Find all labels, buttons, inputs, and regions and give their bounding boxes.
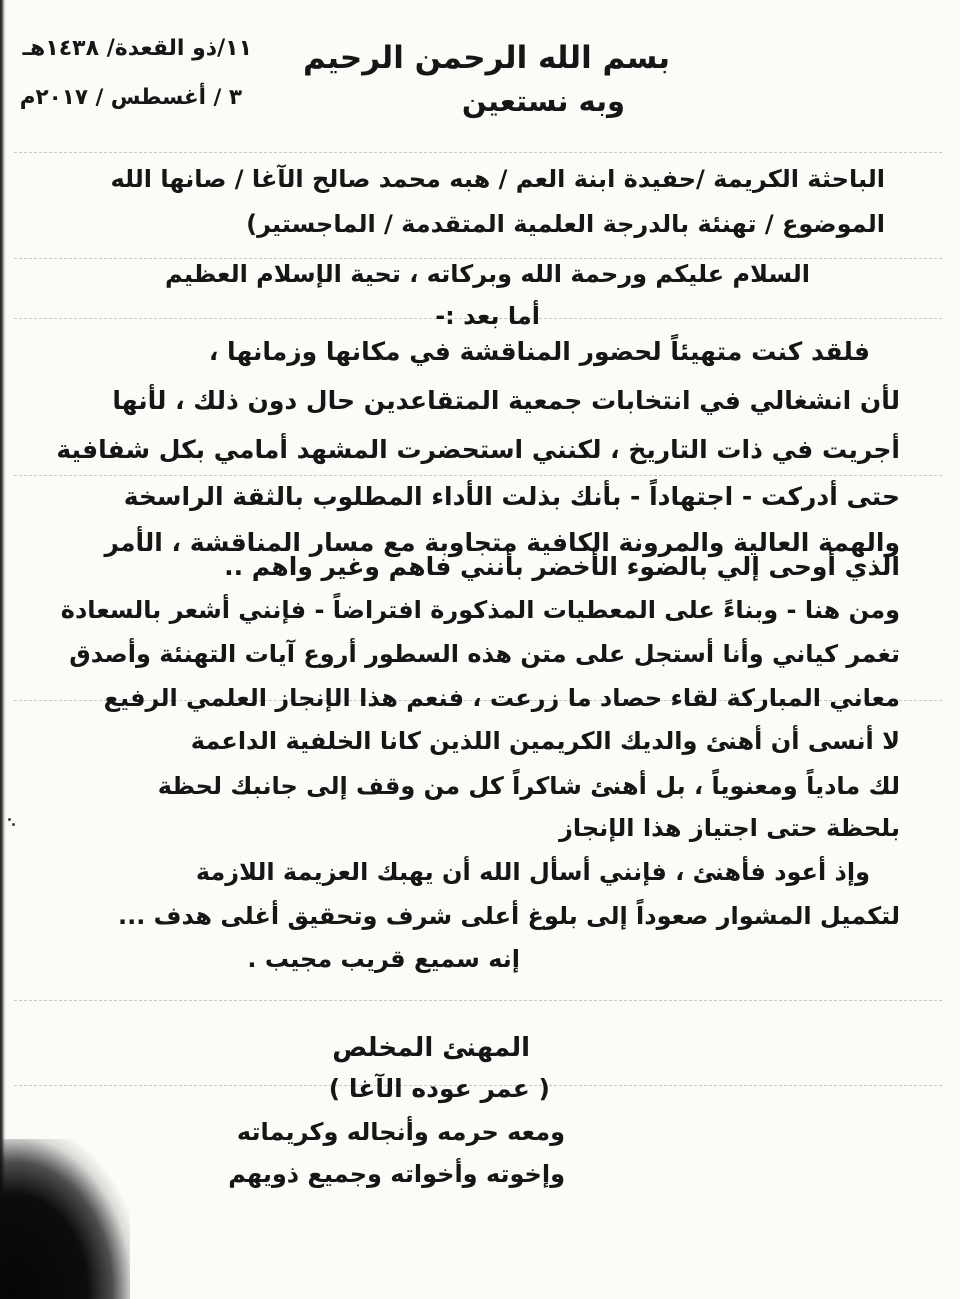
body-line: الذي أوحى إلي بالضوء الأخضر بأنني فاهم وغير واهم ..	[224, 552, 900, 581]
subject-line: الموضوع / تهنئة بالدرجة العلمية المتقدمة / الماجستير)	[246, 210, 885, 238]
signature-family: ومعه حرمه وأنجاله وكريماته	[236, 1118, 565, 1146]
body-line: تغمر كياني وأنا أستجل على متن هذه السطور أروع آيات التهنئة وأصدق	[69, 640, 900, 668]
body-line: فلقد كنت متهيئاً لحضور المناقشة في مكانها وزمانها ،	[208, 337, 870, 366]
ruled-line	[14, 1000, 942, 1001]
scan-smudge	[0, 1139, 130, 1299]
basmala-2: وبه نستعين	[461, 84, 625, 118]
body-line: حتى أدركت - اجتهاداً - بأنك بذلت الأداء المطلوب بالثقة الراسخة	[123, 482, 900, 511]
recipient-line: الباحثة الكريمة /حفيدة ابنة العم / هبه محمد صالح الآغا / صانها الله	[110, 165, 885, 193]
scan-speck	[12, 823, 15, 826]
signature-closing: المهنئ المخلص	[332, 1033, 530, 1063]
ruled-line	[14, 475, 942, 476]
body-line: وإذ أعود فأهنئ ، فإنني أسأل الله أن يهبك العزيمة اللازمة	[195, 858, 870, 886]
page-edge-shadow	[0, 0, 6, 1299]
amma-bad: أما بعد :-	[435, 302, 540, 330]
body-line: معاني المباركة لقاء حصاد ما زرعت ، فنعم هذا الإنجاز العلمي الرفيع	[103, 684, 900, 712]
greeting-line: السلام عليكم ورحمة الله وبركاته ، تحية الإسلام العظيم	[165, 260, 810, 288]
body-line: لأن انشغالي في انتخابات جمعية المتقاعدين حال دون ذلك ، لأنها	[112, 386, 900, 415]
body-line: والهمة العالية والمرونة الكافية متجاوبة مع مسار المناقشة ، الأمر	[104, 528, 900, 557]
signature-relatives: وإخوته وأخواته وجميع ذويهم	[228, 1160, 565, 1188]
signature-name: ( عمر عوده الآغا )	[328, 1074, 550, 1103]
body-line: ومن هنا - وبناءً على المعطيات المذكورة افتراضاً - فإنني أشعر بالسعادة	[60, 596, 900, 624]
scan-speck	[8, 818, 11, 821]
basmala: بسم الله الرحمن الرحيم	[302, 40, 670, 76]
body-line: لتكميل المشوار صعوداً إلى بلوغ أعلى شرف وتحقيق أغلى هدف ...	[117, 902, 900, 930]
ruled-line	[14, 258, 942, 259]
body-line: إنه سميع قريب مجيب .	[247, 945, 520, 973]
body-line: لا أنسى أن أهنئ والديك الكريمين اللذين كانا الخلفية الداعمة	[190, 727, 900, 755]
date-hijri: ١١/ذو القعدة/ ١٤٣٨هـ	[22, 36, 252, 61]
body-line: أجريت في ذات التاريخ ، لكنني استحضرت المشهد أمامي بكل شفافية	[56, 435, 900, 464]
body-line: لك مادياً ومعنوياً ، بل أهنئ شاكراً كل من وقف إلى جانبك لحظة	[157, 772, 900, 800]
ruled-line	[14, 152, 942, 153]
date-gregorian: ٣ / أغسطس / ٢٠١٧م	[19, 85, 242, 110]
body-line: بلحظة حتى اجتياز هذا الإنجاز	[559, 814, 900, 842]
